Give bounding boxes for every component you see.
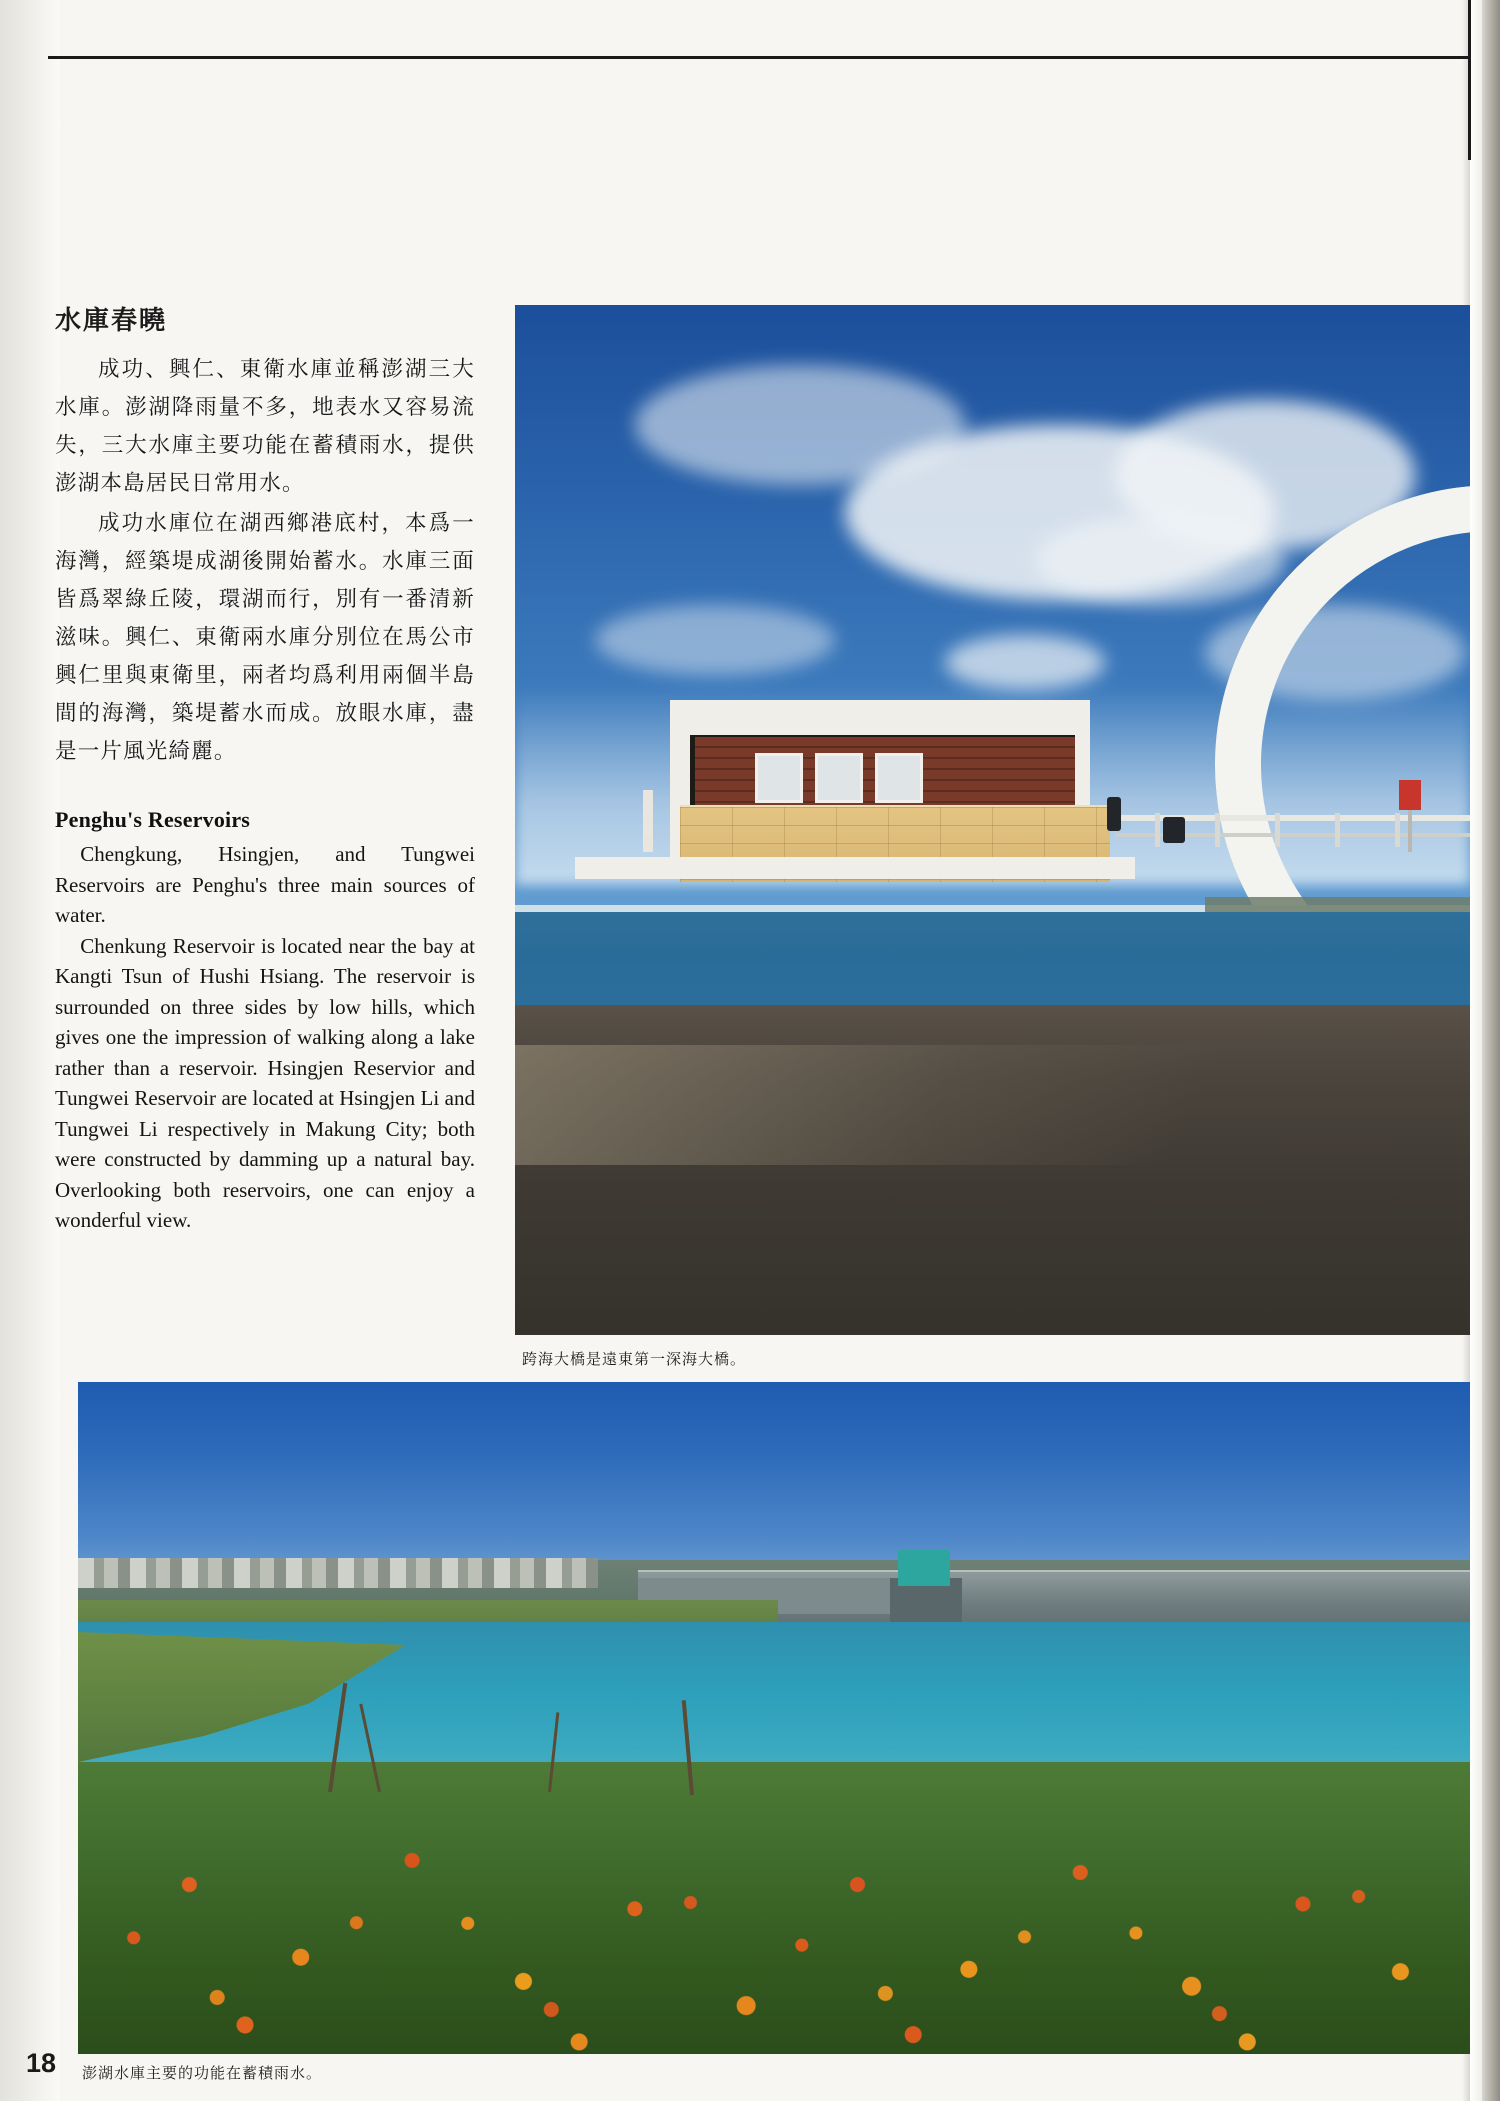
page-gutter-inner — [1470, 0, 1482, 2101]
sign-pole — [1408, 810, 1412, 852]
english-paragraph-2: Chenkung Reservoir is located near the bay at Kangti Tsun of Hushi Hsiang. The reservoir is surrounded on three sides by low hills, which gives one the impression of walking along a lake rather than a reservoir. Hsingjen Reservior and Tungwei Reservoir are located at Hsingjen Li and Tungwei Li respectively in Makung City; both were constructed by damming up a natural bay. Overlooking both reservoirs, one can enjoy a wonderful view. — [55, 933, 475, 1232]
person-standing — [643, 790, 653, 852]
person-silhouette — [1163, 817, 1185, 843]
reservoir-photo-caption: 澎湖水庫主要的功能在蓄積雨水。 — [82, 2064, 323, 2082]
english-paragraph-1: Chengkung, Hsingjen, and Tungwei Reservoirs are Penghu's three main sources of water. — [55, 842, 475, 927]
concrete-ledge — [575, 857, 1135, 879]
bridge-photo — [515, 305, 1470, 1335]
cloud — [1035, 515, 1285, 605]
road-sign — [1399, 780, 1421, 810]
distant-buildings — [78, 1558, 598, 1588]
railing-post — [1275, 813, 1280, 847]
reservoir-photo — [78, 1382, 1470, 2054]
cloud — [595, 605, 835, 675]
bridge-photo-caption: 跨海大橋是遠東第一深海大橋。 — [522, 1350, 747, 1368]
page-title-cjk: 水庫春曉 — [55, 306, 168, 336]
paper-edge-shadow-left — [0, 0, 60, 2101]
person-silhouette — [1107, 797, 1121, 831]
section-title-english: Penghu's Reservoirs — [55, 807, 251, 832]
pavilion-window — [755, 753, 803, 803]
ground-highlight — [515, 1045, 1470, 1165]
header-rule — [48, 56, 1468, 59]
cloud — [945, 635, 1105, 690]
header-rule-vertical-tick — [1468, 0, 1471, 160]
cjk-paragraph-1: 成功、興仁、東衛水庫並稱澎湖三大水庫。澎湖降雨量不多，地表水又容易流失，三大水庫主要功能在蓄積雨水，提供澎湖本島居民日常用水。 — [55, 357, 475, 496]
railing-post — [1155, 813, 1160, 847]
cjk-paragraph-2: 成功水庫位在湖西鄉港底村，本爲一海灣，經築堤成湖後開始蓄水。水庫三面皆爲翠綠丘陵，環湖而行，別有一番清新滋味。興仁、東衛兩水庫分別位在馬公市興仁里與東衛里，兩者均爲利用兩個半島間的海灣，築堤蓄水而成。放眼水庫，盡是一片風光綺麗。 — [55, 511, 475, 764]
pavilion-window — [815, 753, 863, 803]
orange-flower-field-secondary — [78, 1852, 1470, 2054]
pavilion-window — [875, 753, 923, 803]
article-text-column — [55, 300, 475, 1236]
dam-tower-roof — [898, 1550, 950, 1586]
page-gutter-outer — [1482, 0, 1500, 2101]
railing-post — [1335, 813, 1340, 847]
page-number: 18 — [26, 2048, 57, 2078]
railing-post — [1395, 813, 1400, 847]
railing-post — [1215, 813, 1220, 847]
